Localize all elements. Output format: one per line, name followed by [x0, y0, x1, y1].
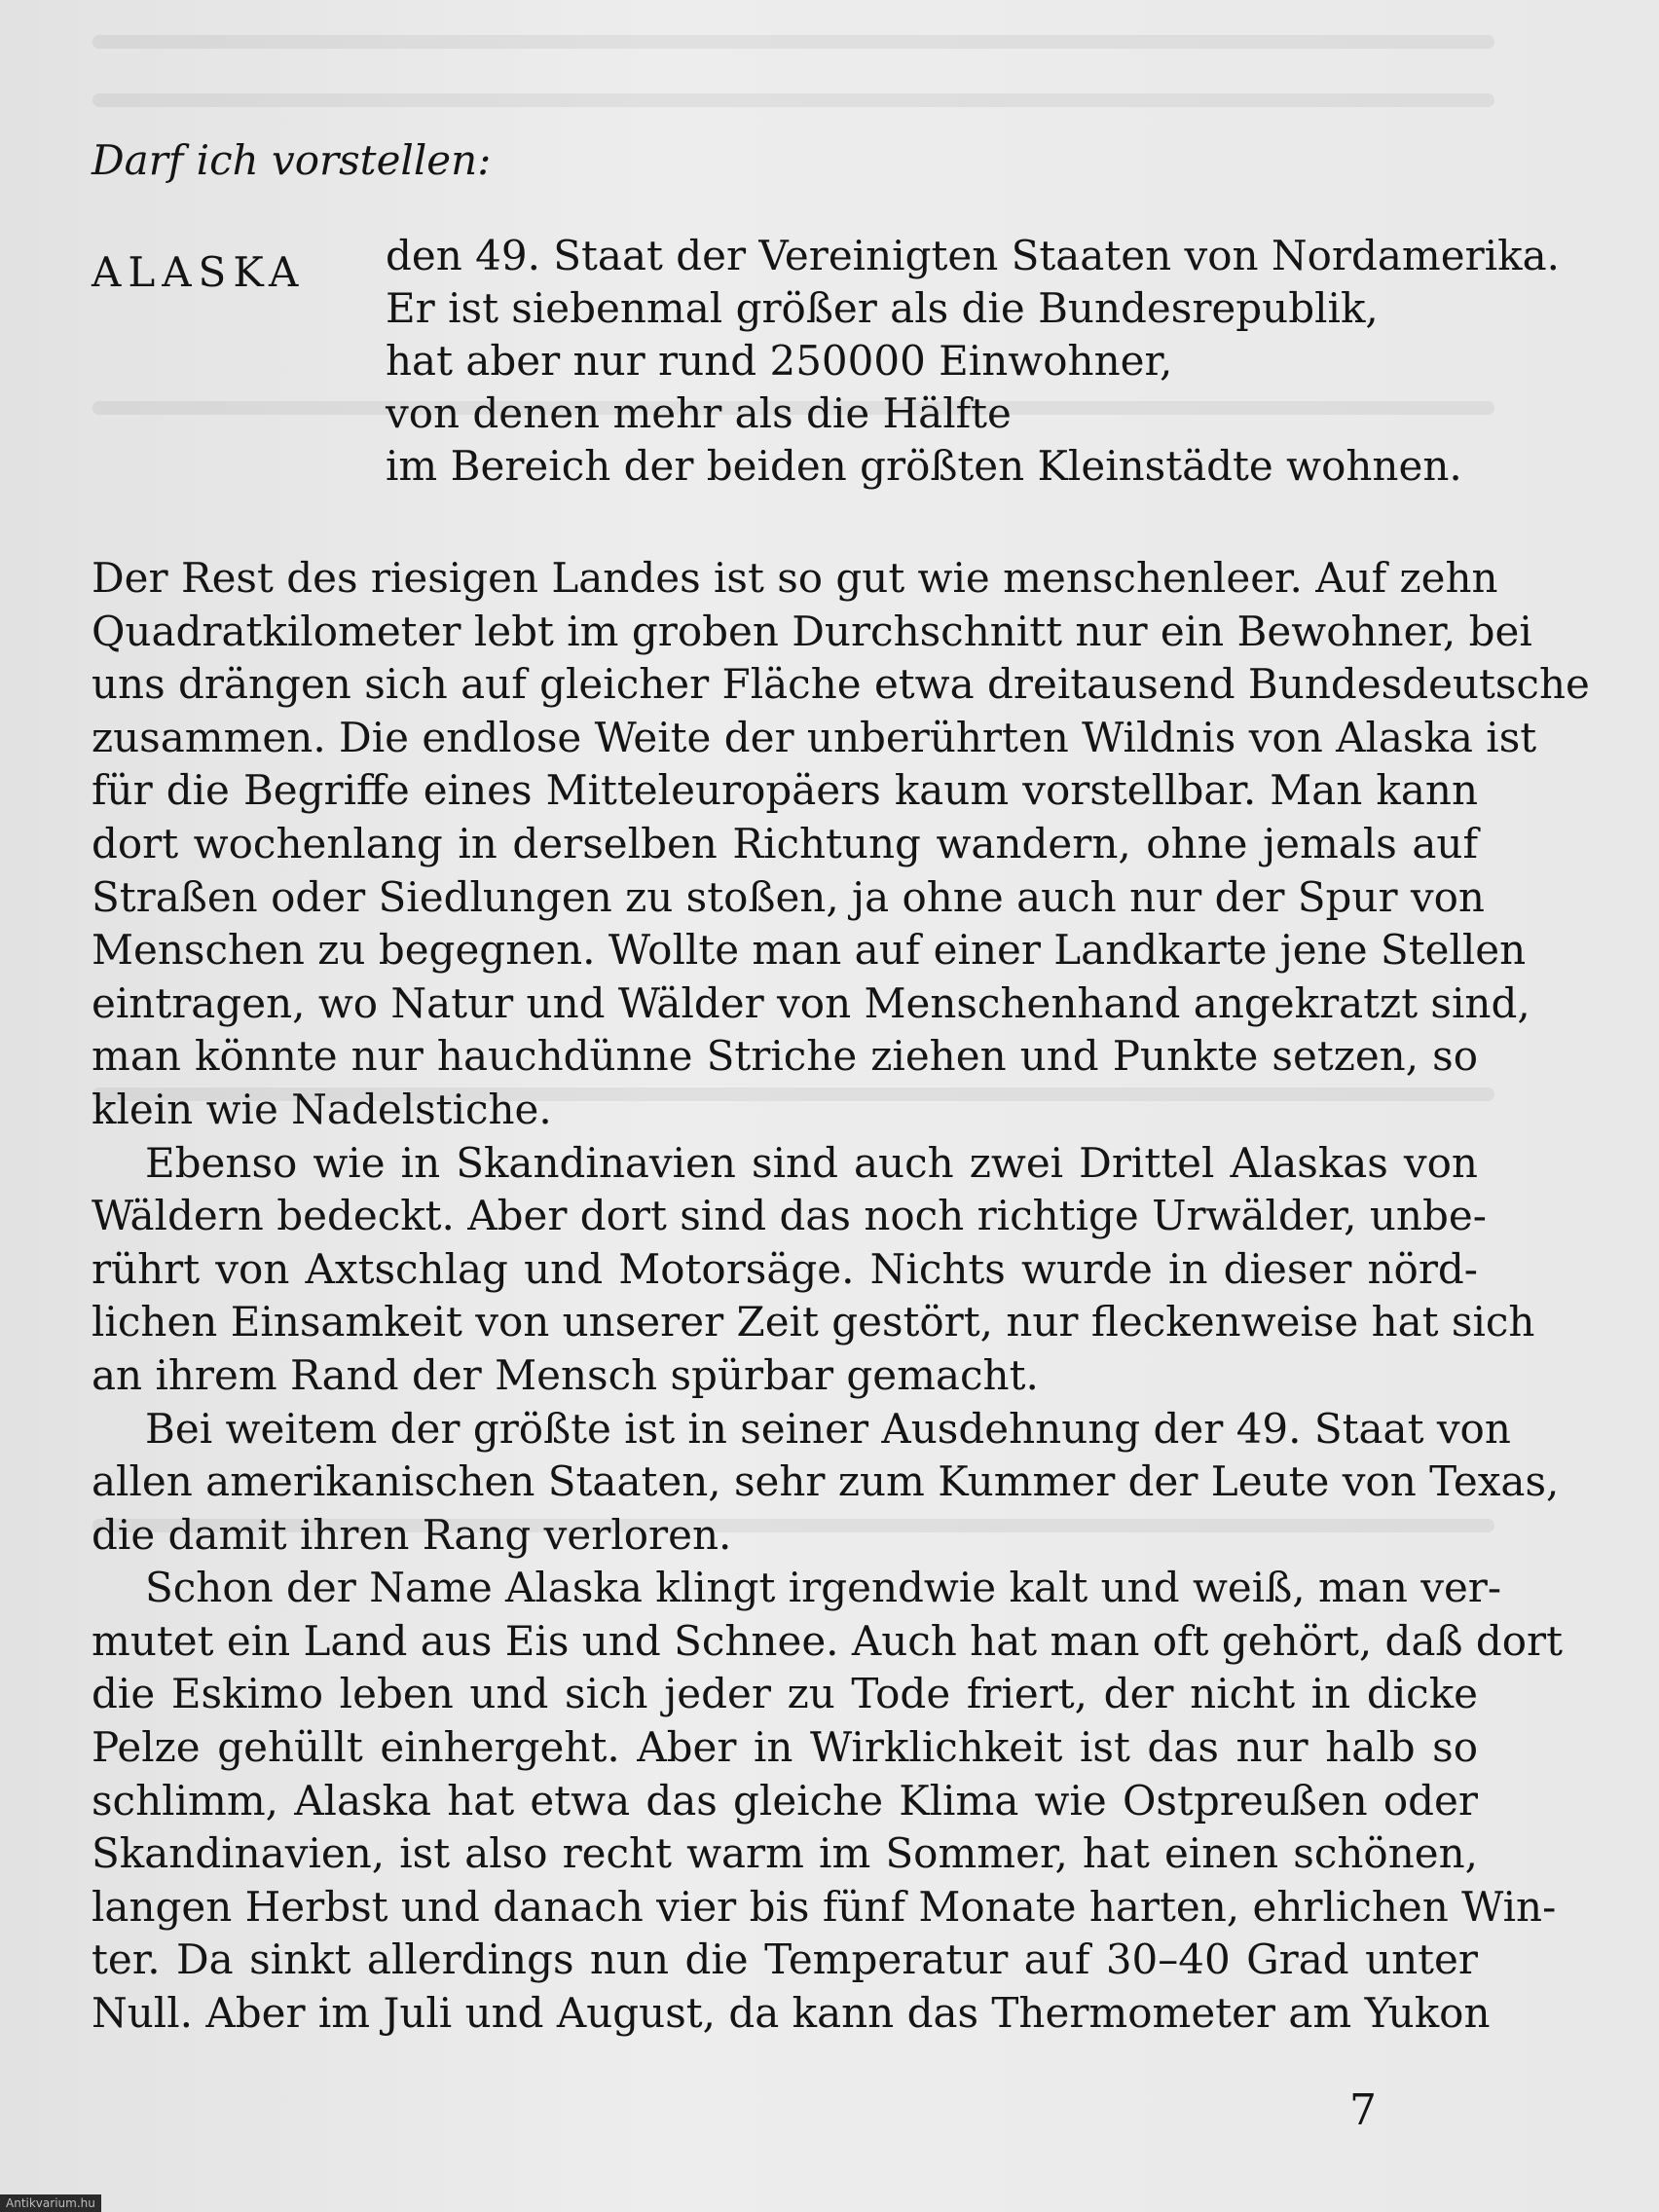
text-line: ter. Da sinkt allerdings nun die Temperatur auf 30–40 Grad unter — [92, 1936, 1478, 1984]
paragraph — [92, 1403, 1560, 1563]
state-line: im Bereich der beiden größten Kleinstädte wohnen. — [386, 442, 1462, 490]
bleed-through — [92, 35, 1494, 49]
text-line: langen Herbst und danach vier bis fünf Monate harten, ehrlichen Win- — [92, 1882, 1557, 1931]
paragraph — [92, 1562, 1564, 2040]
bleed-through — [92, 93, 1494, 107]
text-line: man könnte nur hauchdünne Striche ziehen und Punkte setzen, so — [92, 1032, 1478, 1081]
text-line: Quadratkilometer lebt im groben Durchschnitt nur ein Bewohner, bei — [92, 607, 1532, 655]
text-line: Pelze gehüllt einhergeht. Aber in Wirklichkeit ist das nur halb so — [92, 1723, 1478, 1772]
text-line: allen amerikanischen Staaten, sehr zum Kummer der Leute von Texas, — [92, 1457, 1560, 1506]
text-line: zusammen. Die endlose Weite der unberührten Wildnis von Alaska ist — [92, 713, 1537, 761]
text-line: Straßen oder Siedlungen zu stoßen, ja ohne auch nur der Spur von — [92, 872, 1485, 921]
text-line: eintragen, wo Natur und Wälder von Menschenhand angekratzt sind, — [92, 978, 1530, 1027]
text-line: uns drängen sich auf gleicher Fläche etwa dreitausend Bundesdeutsche — [92, 660, 1590, 709]
text-line: Menschen zu begegnen. Wollte man auf einer Landkarte jene Stellen — [92, 926, 1527, 975]
text-line: Schon der Name Alaska klingt irgendwie kalt und weiß, man ver- — [145, 1564, 1502, 1612]
text-line: Der Rest des riesigen Landes ist so gut wie menschenleer. Auf zehn — [92, 554, 1498, 602]
text-line: mutet ein Land aus Eis und Schnee. Auch hat man oft gehört, daß dort — [92, 1616, 1564, 1665]
state-line: den 49. Staat der Vereinigten Staaten von Nordamerika. — [386, 232, 1560, 279]
text-line: für die Begriffe eines Mitteleuropäers kaum vorstellbar. Man kann — [92, 766, 1478, 815]
text-line: die damit ihren Rang verloren. — [92, 1510, 732, 1559]
text-line: rührt von Axtschlag und Motorsäge. Nichts wurde in dieser nörd- — [92, 1244, 1478, 1293]
text-line: Wäldern bedeckt. Aber dort sind das noch richtige Urwälder, unbe- — [92, 1192, 1487, 1240]
text-line: lichen Einsamkeit von unserer Zeit gestört, nur fleckenweise hat sich — [92, 1298, 1535, 1346]
text-line: Null. Aber im Juli und August, da kann das Thermometer am Yukon — [92, 1989, 1491, 2038]
paragraph — [92, 1137, 1535, 1403]
state-line: von denen mehr als die Hälfte — [386, 389, 1012, 437]
text-line: Skandinavien, ist also recht warm im Sommer, hat einen schönen, — [92, 1829, 1478, 1878]
text-line: Bei weitem der größte ist in seiner Ausdehnung der 49. Staat von — [145, 1404, 1511, 1453]
text-line: Ebenso wie in Skandinavien sind auch zwei Drittel Alaskas von — [145, 1138, 1478, 1187]
watermark: Antikvarium.hu — [0, 2194, 101, 2212]
text-line: schlimm, Alaska hat etwa das gleiche Klima wie Ostpreußen oder — [92, 1776, 1478, 1825]
state-description — [386, 230, 1560, 493]
state-line: Er ist siebenmal größer als die Bundesrepublik, — [386, 284, 1379, 332]
text-line: klein wie Nadelstiche. — [92, 1085, 552, 1133]
page-number: 7 — [1349, 2085, 1377, 2135]
intro-heading: Darf ich vorstellen: — [92, 136, 492, 184]
text-line: die Eskimo leben und sich jeder zu Tode friert, der nicht in dicke — [92, 1670, 1478, 1718]
state-line: hat aber nur rund 250000 Einwohner, — [386, 337, 1173, 385]
state-name: ALASKA — [92, 248, 306, 296]
text-line: dort wochenlang in derselben Richtung wandern, ohne jemals auf — [92, 819, 1478, 867]
paragraph — [92, 552, 1590, 1137]
body-text — [92, 552, 1590, 2041]
text-line: an ihrem Rand der Mensch spürbar gemacht. — [92, 1350, 1039, 1399]
